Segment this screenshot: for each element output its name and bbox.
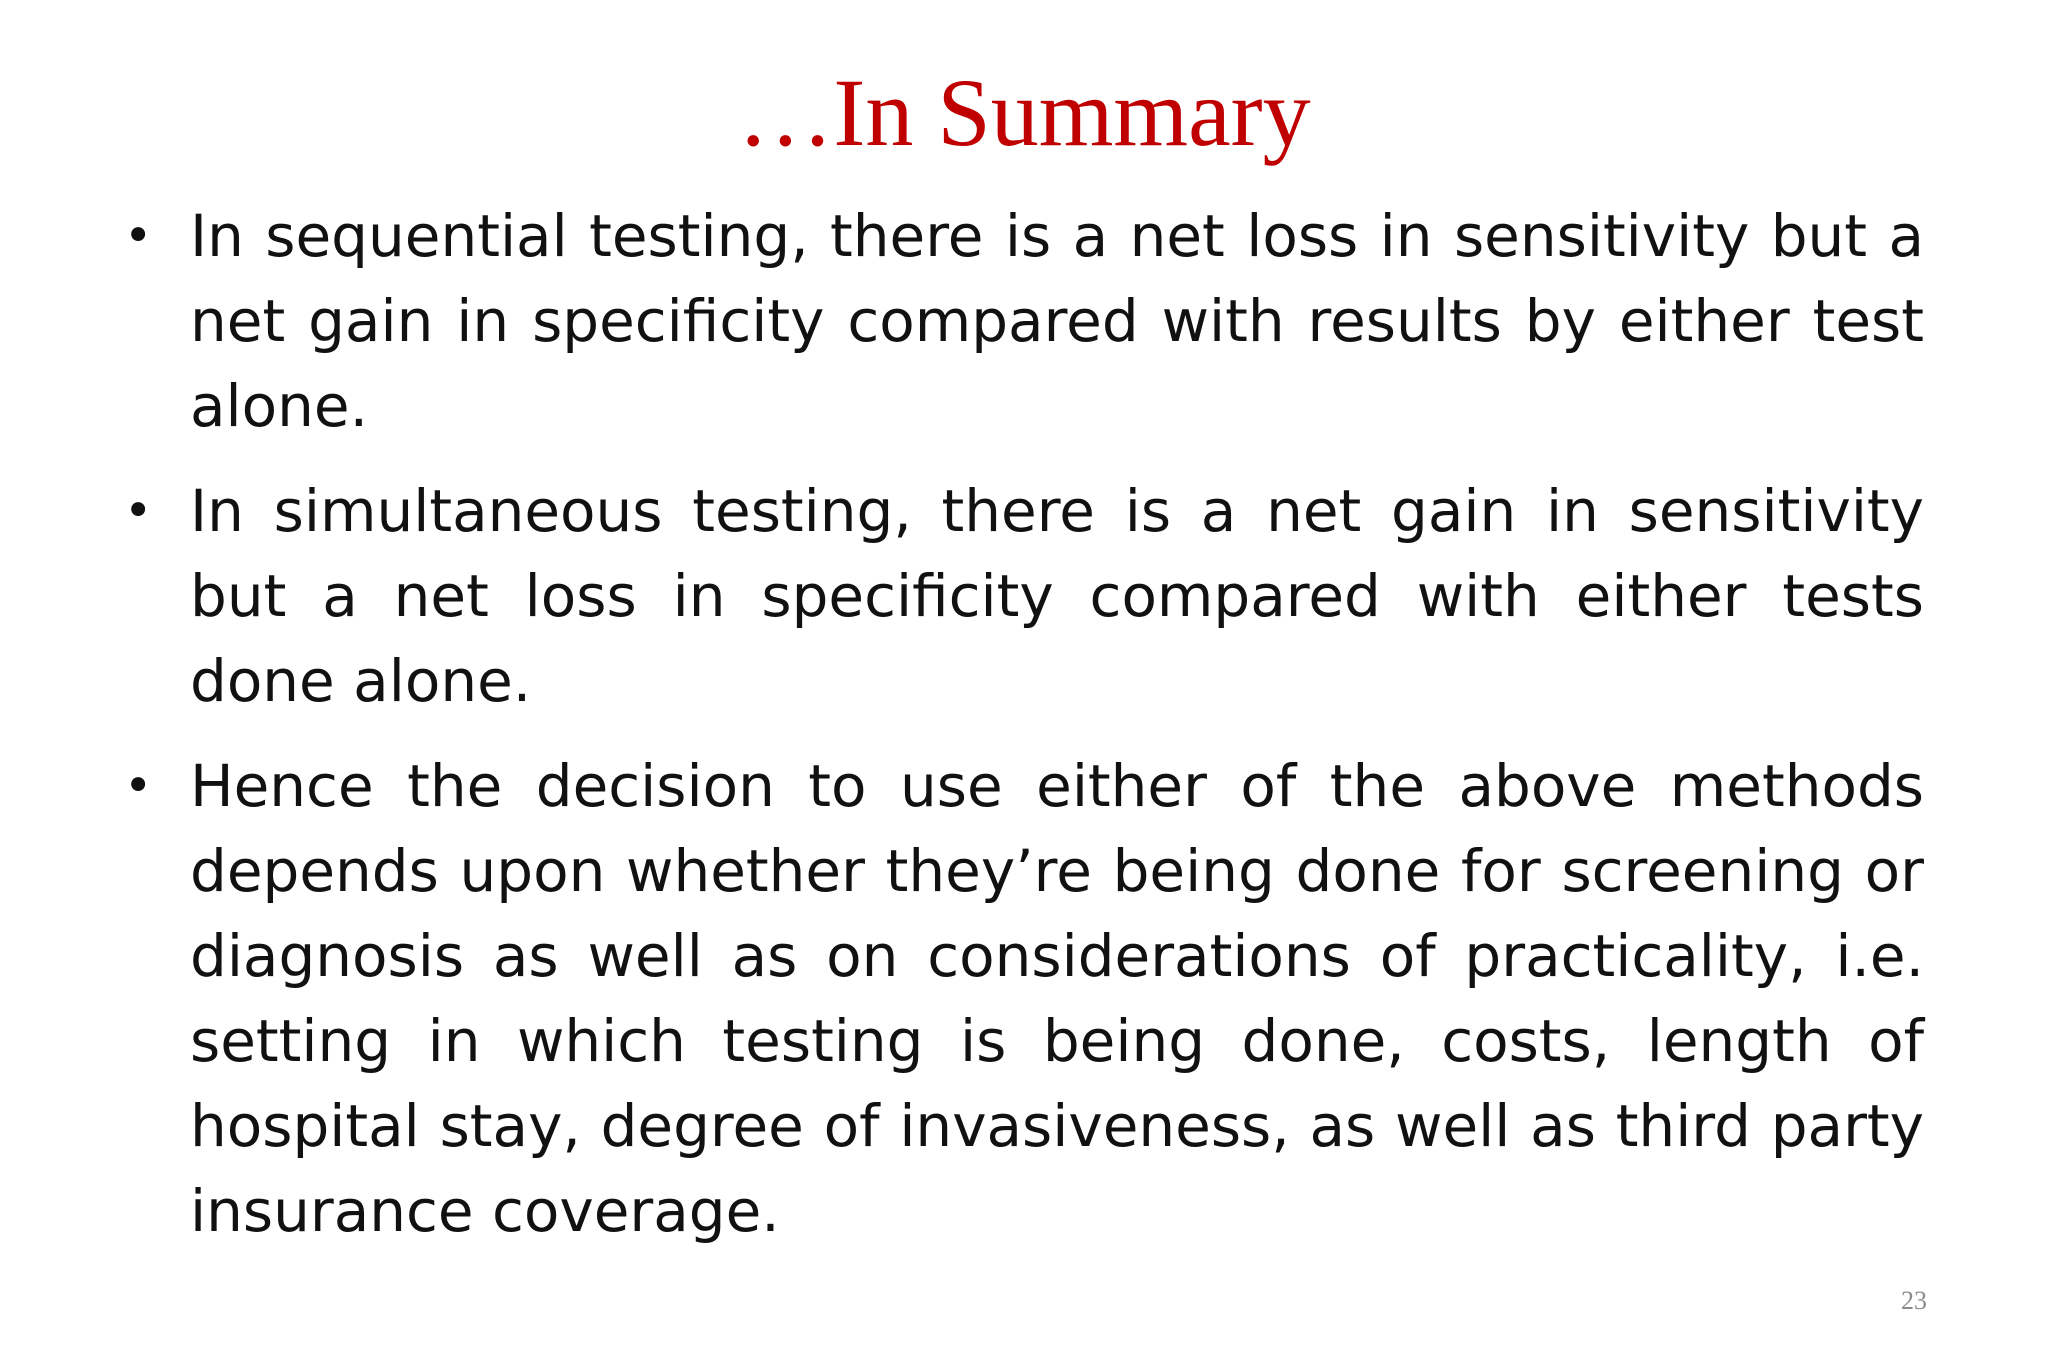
bullet-icon: • <box>124 758 153 814</box>
slide-title: …In Summary <box>737 59 1311 166</box>
bullet-text: In sequential testing, there is a net loss in sensitivity but a net gain in specificity compared with results by either test alone. <box>190 202 1924 440</box>
bullet-list <box>110 194 1924 1274</box>
bullet-item-decision <box>110 744 1924 1254</box>
bullet-item-sequential-testing <box>110 194 1924 449</box>
bullet-text: In simultaneous testing, there is a net gain in sensitivity but a net loss in specificity compared with either tests done alone. <box>190 477 1924 715</box>
bullet-item-simultaneous-testing <box>110 469 1924 724</box>
slide-number: 23 <box>1901 1286 1927 1315</box>
bullet-text: Hence the decision to use either of the above methods depends upon whether they’re being done for screening or diagnosis as well as on considerations of practicality, i.e. setting in which testing is being done, costs, length of hospital stay, degree of invasiveness, as well as third party insurance coverage. <box>190 752 1924 1245</box>
bullet-icon: • <box>124 483 153 539</box>
bullet-icon: • <box>124 208 153 264</box>
